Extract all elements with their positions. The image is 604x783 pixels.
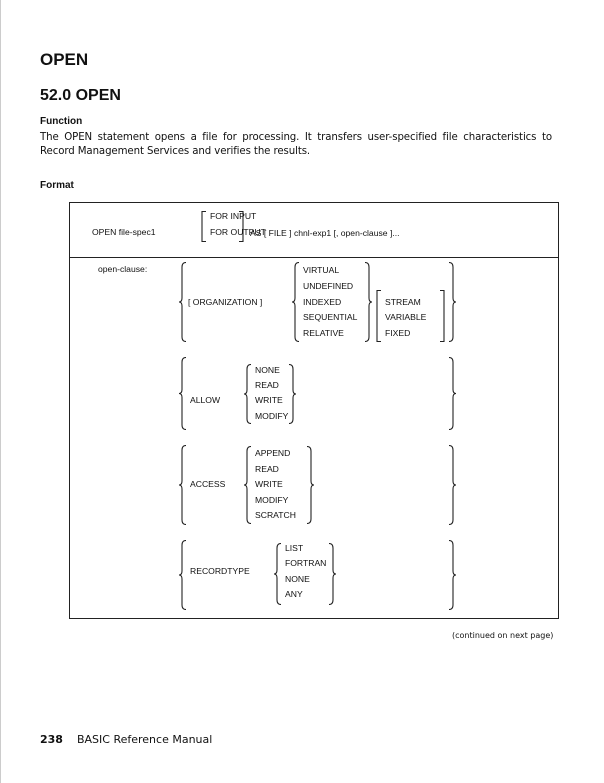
right-brace: [327, 543, 337, 605]
page-edge: [0, 0, 1, 783]
organization-keyword: [ ORGANIZATION ]: [188, 297, 263, 307]
for-output: FOR OUTPUT: [210, 227, 266, 237]
org-type: VIRTUAL: [303, 265, 340, 275]
open-file-spec: OPEN file-spec1: [92, 227, 156, 237]
org-type: INDEXED: [303, 297, 342, 307]
left-brace: [243, 446, 253, 524]
allow-option: MODIFY: [255, 411, 289, 421]
access-option: READ: [255, 464, 279, 474]
for-input: FOR INPUT: [210, 211, 257, 221]
format-heading: Format: [40, 180, 74, 191]
left-brace: [243, 364, 253, 424]
allow-option: READ: [255, 380, 279, 390]
continued-note: (continued on next page): [452, 631, 554, 640]
org-type: UNDEFINED: [303, 281, 354, 291]
access-option: WRITE: [255, 479, 283, 489]
open-clause-label: open-clause:: [98, 264, 148, 274]
right-brace: [363, 262, 373, 342]
left-brace: [291, 262, 301, 342]
right-brace: [447, 357, 457, 430]
left-brace: [178, 262, 188, 342]
access-option: SCRATCH: [255, 510, 296, 520]
section-title: 52.0 OPEN: [40, 87, 121, 104]
access-keyword: ACCESS: [190, 479, 226, 489]
right-brace: [447, 262, 457, 342]
right-bracket: [236, 211, 246, 242]
manual-title: BASIC Reference Manual: [76, 733, 213, 746]
function-heading: Function: [40, 116, 83, 127]
left-brace: [178, 445, 188, 525]
page-number: 238: [40, 733, 63, 746]
org-format: STREAM: [385, 297, 421, 307]
org-format: VARIABLE: [385, 312, 427, 322]
recordtype-option: LIST: [285, 543, 304, 553]
right-brace: [447, 445, 457, 525]
left-brace: [178, 357, 188, 430]
org-format: FIXED: [385, 328, 411, 338]
left-bracket: [374, 290, 384, 342]
access-option: MODIFY: [255, 495, 289, 505]
syntax-divider: [69, 257, 559, 258]
org-type: RELATIVE: [303, 328, 344, 338]
allow-keyword: ALLOW: [190, 395, 221, 405]
access-option: APPEND: [255, 448, 291, 458]
recordtype-option: FORTRAN: [285, 558, 327, 568]
org-type: SEQUENTIAL: [303, 312, 358, 322]
left-brace: [273, 543, 283, 605]
right-brace: [287, 364, 297, 424]
right-brace: [447, 540, 457, 610]
function-text: The OPEN statement opens a file for processing. It transfers user-specified file characteristics to Record Management Services and verifies the results.: [40, 132, 552, 157]
page-header: OPEN: [40, 50, 89, 69]
allow-option: WRITE: [255, 395, 283, 405]
page-footer: [40, 733, 212, 746]
recordtype-option: NONE: [285, 574, 310, 584]
allow-option: NONE: [255, 365, 280, 375]
as-clause: AS [ FILE ] chnl-exp1 [, open-clause ]...: [250, 228, 400, 238]
right-brace: [305, 446, 315, 524]
recordtype-option: ANY: [285, 589, 303, 599]
right-bracket: [437, 290, 447, 342]
left-bracket: [199, 211, 209, 242]
recordtype-keyword: RECORDTYPE: [190, 566, 250, 576]
left-brace: [178, 540, 188, 610]
